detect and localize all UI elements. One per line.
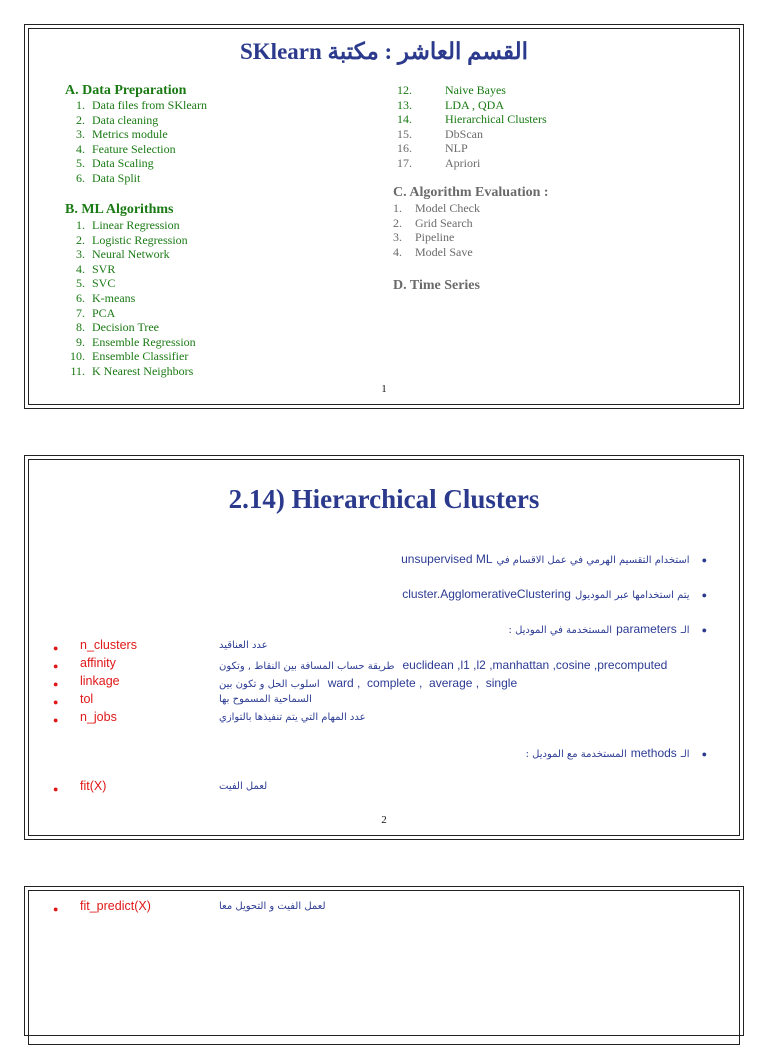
section-b-heading: B. ML Algorithms xyxy=(65,202,174,217)
bullet-icon: ● xyxy=(701,625,707,635)
list-item: 11. K Nearest Neighbors xyxy=(70,363,194,378)
bullet-icon: ● xyxy=(701,590,707,600)
method-row xyxy=(53,899,151,917)
list-item: 4. Feature Selection xyxy=(76,141,176,156)
bullet-icon: ● xyxy=(53,715,59,725)
list-item: 2. Grid Search xyxy=(393,215,473,230)
list-item: 5. Data Scaling xyxy=(76,156,154,171)
list-item: 2. Logistic Regression xyxy=(76,232,188,247)
param-desc: السماحية المسموح بها xyxy=(219,694,312,705)
method-name: fit_predict(X) xyxy=(80,899,151,913)
bullet-parameters: ● الـ parameters المستخدمة في الموديل : xyxy=(508,622,707,636)
section-b-list-continued xyxy=(397,83,547,171)
bullet-icon: ● xyxy=(701,749,707,759)
list-item: 4. SVR xyxy=(76,261,116,276)
bullet-methods: ● الـ methods المستخدمة مع الموديل : xyxy=(525,746,707,760)
param-name: linkage xyxy=(80,674,120,688)
bullet-icon: ● xyxy=(53,661,59,671)
bullet-icon: ● xyxy=(53,784,59,794)
param-row xyxy=(53,692,94,710)
list-item: 5. SVC xyxy=(76,276,116,291)
list-item: 6. Data Split xyxy=(76,170,141,185)
slide-2-title: 2.14) Hierarchical Clusters xyxy=(228,484,540,514)
list-item: 1. Data files from SKlearn xyxy=(76,98,207,112)
bullet-icon: ● xyxy=(53,697,59,707)
list-item: 3. Metrics module xyxy=(76,127,168,142)
slide-2 xyxy=(24,455,744,840)
bullet-module: ● يتم استخدامها عبر الموديول cluster.AgglomerativeClustering xyxy=(402,587,707,601)
list-item: 16. NLP xyxy=(397,141,468,156)
param-values: euclidean ,l1 ,l2 ,manhattan ,cosine ,precomputed xyxy=(402,658,668,672)
param-name: n_jobs xyxy=(80,710,117,724)
param-desc-row xyxy=(219,674,517,692)
bullet-icon: ● xyxy=(53,904,59,914)
param-row xyxy=(53,710,117,728)
list-item: 7. PCA xyxy=(76,305,116,320)
param-row xyxy=(53,656,116,674)
list-item: 13. LDA , QDA xyxy=(397,97,504,112)
bullet-icon: ● xyxy=(53,679,59,689)
param-name: tol xyxy=(80,692,94,706)
list-item: 14. Hierarchical Clusters xyxy=(397,112,547,127)
method-desc: لعمل الفيت xyxy=(219,781,268,792)
method-desc: لعمل الفيت و التحويل معا xyxy=(219,901,326,912)
param-row xyxy=(53,638,137,656)
param-desc: عدد المهام التي يتم تنفيذها بالتوازي xyxy=(219,712,366,723)
list-item: 10. Ensemble Classifier xyxy=(70,349,189,364)
page-number: 1 xyxy=(381,383,387,395)
section-c-heading: C. Algorithm Evaluation : xyxy=(393,185,549,200)
param-desc: طريقة حساب المسافة بين النقاط , وتكون xyxy=(219,661,395,672)
page-number: 2 xyxy=(381,814,387,826)
section-b-list xyxy=(65,218,196,379)
list-item: 6. K-means xyxy=(76,290,136,305)
list-item: 17. Apriori xyxy=(397,155,481,170)
list-item: 8. Decision Tree xyxy=(76,320,159,335)
param-desc-row xyxy=(219,656,667,674)
section-d-heading: D. Time Series xyxy=(393,278,480,293)
list-item: 1. Linear Regression xyxy=(76,218,180,232)
list-item: 12. Naive Bayes xyxy=(397,83,506,97)
list-item: 3. Neural Network xyxy=(76,247,170,262)
slide-3 xyxy=(24,886,744,1036)
section-a-list xyxy=(65,98,207,186)
list-item: 3. Pipeline xyxy=(393,230,455,245)
param-row xyxy=(53,674,120,692)
bullet-unsupervised: ● استخدام التقسيم الهرمي في عمل الاقسام في unsupervised ML xyxy=(401,552,707,566)
slide-1-title: القسم العاشر : مكتبة SKlearn xyxy=(240,39,528,64)
section-c-list xyxy=(393,201,480,259)
param-name: affinity xyxy=(80,656,116,670)
slide-1 xyxy=(24,24,744,409)
param-name: n_clusters xyxy=(80,638,137,652)
list-item: 9. Ensemble Regression xyxy=(76,334,196,349)
param-desc: عدد العناقيد xyxy=(219,640,268,651)
section-a-heading: A. Data Preparation xyxy=(65,83,187,98)
param-desc: اسلوب الحل و تكون بين xyxy=(219,679,320,690)
bullet-icon: ● xyxy=(53,643,59,653)
list-item: 1. Model Check xyxy=(393,201,480,215)
slide-3-frame xyxy=(28,890,740,1045)
method-row xyxy=(53,779,107,797)
bullet-icon: ● xyxy=(701,555,707,565)
list-item: 4. Model Save xyxy=(393,244,473,259)
method-name: fit(X) xyxy=(80,779,107,793)
list-item: 2. Data cleaning xyxy=(76,112,159,127)
list-item: 15. DbScan xyxy=(397,126,483,141)
param-values: ward , complete , average , single xyxy=(327,676,518,690)
